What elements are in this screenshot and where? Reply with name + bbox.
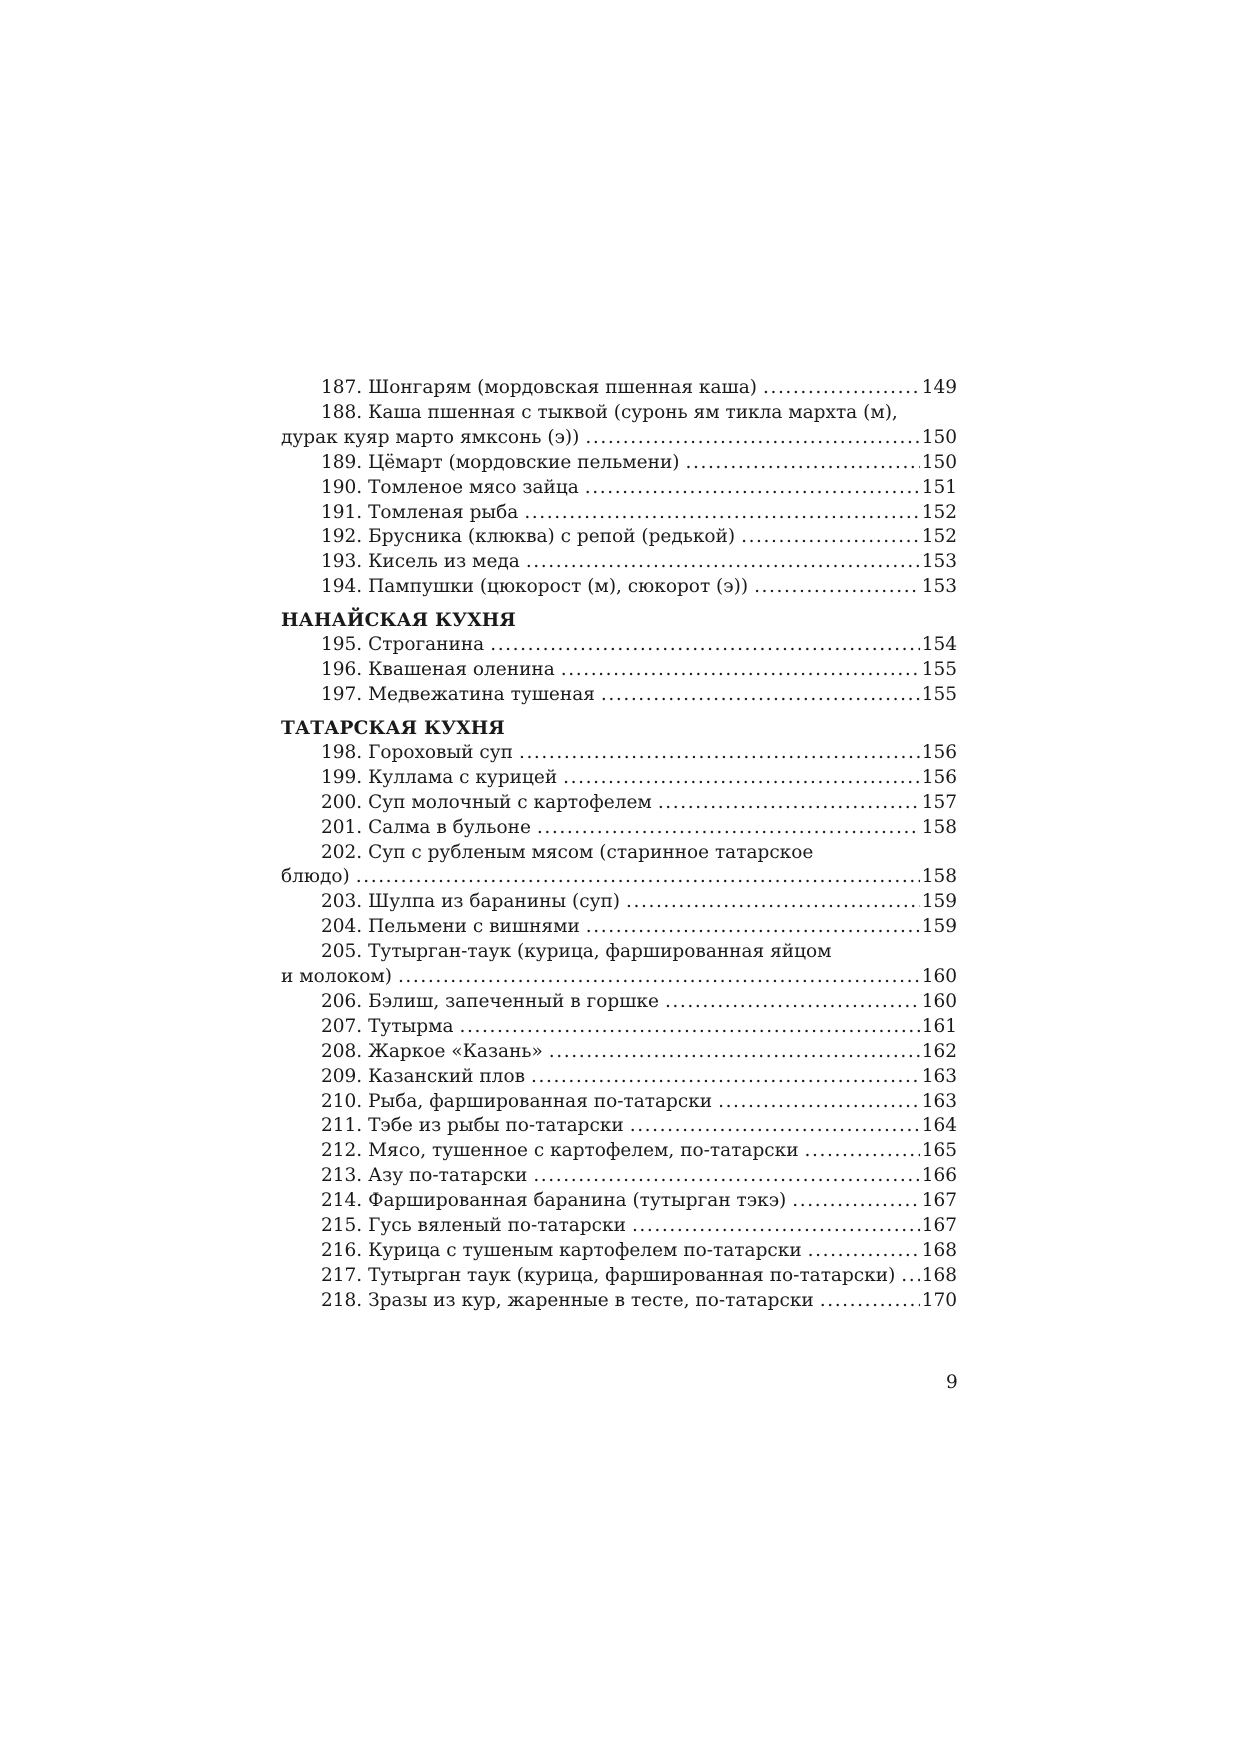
entry-number: 191. <box>321 501 363 523</box>
toc-entry <box>281 990 957 1015</box>
section-heading: НАНАЙСКАЯ КУХНЯ <box>281 610 516 632</box>
dot-leader <box>549 1040 920 1065</box>
dot-leader <box>820 1289 920 1314</box>
entry-title <box>321 451 680 476</box>
entry-title <box>321 1065 525 1090</box>
toc-entry <box>281 401 957 451</box>
entry-page-number: 156 <box>921 741 957 763</box>
toc-entry-row <box>281 865 957 890</box>
toc-entry <box>281 575 957 600</box>
entry-title-text: Пельмени с вишнями <box>368 916 580 938</box>
entry-number: 211. <box>321 1115 363 1137</box>
toc-entry <box>281 1289 957 1314</box>
entry-title <box>321 550 520 575</box>
entry-page-number: 167 <box>921 1215 957 1237</box>
entry-page-number: 159 <box>921 916 957 938</box>
toc-entry <box>281 376 957 401</box>
dot-leader <box>808 1239 920 1264</box>
dot-leader <box>356 865 920 890</box>
entry-title-text: Бэлиш, запеченный в горшке <box>368 990 659 1012</box>
toc-entry <box>281 1214 957 1239</box>
toc-entry-row <box>321 550 957 575</box>
entry-title-text: Зразы из кур, жаренные в тесте, по-татарски <box>368 1289 814 1311</box>
entry-page-number: 154 <box>921 634 957 656</box>
entry-number: 207. <box>321 1015 363 1037</box>
entry-title-text: Мясо, тушенное с картофелем, по-татарски <box>368 1140 799 1162</box>
entry-title <box>321 990 659 1015</box>
entry-title-text: Медвежатина тушеная <box>368 683 595 705</box>
entry-title <box>321 633 484 658</box>
entry-number: 189. <box>321 451 363 473</box>
toc-entry <box>281 476 957 501</box>
dot-leader <box>585 426 919 451</box>
toc-entry <box>281 1114 957 1139</box>
entry-title-line1: Суп с рубленым мясом (старинное татарское <box>368 841 814 863</box>
entry-number: 212. <box>321 1140 363 1162</box>
toc-entry-row <box>321 1239 957 1264</box>
toc-entry-row <box>321 501 957 526</box>
toc-entry-row <box>321 1289 957 1314</box>
entry-title <box>281 965 392 990</box>
dot-leader <box>901 1264 919 1289</box>
entry-title-text: Гороховый суп <box>368 741 513 763</box>
entry-page-number: 155 <box>921 659 957 681</box>
entry-title-text: Суп молочный с картофелем <box>368 791 652 813</box>
entry-title-text: Томленое мясо зайца <box>368 476 579 498</box>
entry-title <box>321 766 557 791</box>
entry-number: 196. <box>321 659 363 681</box>
entry-title-text: Жаркое «Казань» <box>368 1040 543 1062</box>
toc-entry <box>281 633 957 658</box>
dot-leader <box>718 1090 920 1115</box>
entry-number: 203. <box>321 891 363 913</box>
toc-entry-row <box>321 1214 957 1239</box>
toc-entry-row <box>321 890 957 915</box>
dot-leader <box>792 1189 919 1214</box>
entry-page-number: 162 <box>921 1040 957 1062</box>
entry-title <box>321 1114 624 1139</box>
toc-entry <box>281 741 957 766</box>
toc-entry-row <box>321 1164 957 1189</box>
toc-entry-row <box>321 1015 957 1040</box>
entry-title <box>321 1090 712 1115</box>
entry-page-number: 160 <box>921 966 957 988</box>
entry-title-text: Куллама с курицей <box>368 766 558 788</box>
entry-title <box>321 1239 802 1264</box>
entry-page-number: 150 <box>921 451 957 473</box>
entry-page-number: 167 <box>921 1190 957 1212</box>
dot-leader <box>585 476 920 501</box>
entry-page-number: 168 <box>921 1240 957 1261</box>
toc-entry-first-line <box>321 841 957 866</box>
entry-page-number: 158 <box>921 816 957 838</box>
page-number: 9 <box>946 1372 958 1393</box>
toc-entry-row <box>321 1264 957 1289</box>
toc-entry-first-line <box>321 940 957 965</box>
entry-number: 193. <box>321 551 363 573</box>
toc-entry-row <box>321 476 957 501</box>
entry-title <box>321 791 652 816</box>
toc-entry-row <box>321 1189 957 1214</box>
entry-title-text: Салма в бульоне <box>368 816 531 838</box>
entry-title-text: Квашеная оленина <box>368 659 555 681</box>
toc-entry <box>281 1164 957 1189</box>
toc-entry-row <box>321 1139 957 1164</box>
entry-title-text: Курица с тушеным картофелем по-татарски <box>368 1240 802 1261</box>
toc-entry <box>281 1040 957 1065</box>
dot-leader <box>630 1114 920 1139</box>
entry-number: 200. <box>321 791 363 813</box>
entry-number: 210. <box>321 1090 363 1112</box>
dot-leader <box>763 376 920 401</box>
toc-entry-row <box>321 575 957 600</box>
entry-page-number: 160 <box>921 990 957 1012</box>
entry-title <box>321 501 518 526</box>
dot-leader <box>626 890 920 915</box>
dot-leader <box>632 1214 920 1239</box>
entry-title <box>321 890 620 915</box>
entry-number: 204. <box>321 916 363 938</box>
entry-number: 187. <box>321 377 363 398</box>
dot-leader <box>398 965 920 990</box>
dot-leader <box>519 741 920 766</box>
dot-leader <box>805 1139 920 1164</box>
toc-entry <box>281 915 957 940</box>
entry-title <box>321 1040 543 1065</box>
toc-entry-row <box>321 1065 957 1090</box>
entry-title-text: Брусника (клюква) с репой (редькой) <box>368 526 736 548</box>
entry-title <box>321 741 513 766</box>
entry-title <box>321 575 748 600</box>
entry-page-number: 165 <box>921 1140 957 1162</box>
entry-number: 201. <box>321 816 363 838</box>
dot-leader <box>561 658 920 683</box>
entry-number: 208. <box>321 1040 363 1062</box>
entry-page-number: 153 <box>921 551 957 573</box>
toc-entry <box>281 658 957 683</box>
dot-leader <box>533 1164 919 1189</box>
toc-entry-row <box>321 1114 957 1139</box>
entry-title <box>321 658 555 683</box>
entry-page-number: 153 <box>921 576 957 598</box>
entry-title <box>321 1139 799 1164</box>
toc-entry <box>281 766 957 791</box>
entry-number: 218. <box>321 1289 363 1311</box>
entry-title <box>321 683 595 708</box>
toc-entry <box>281 451 957 476</box>
toc-entry <box>281 1065 957 1090</box>
entry-page-number: 149 <box>921 377 957 398</box>
entry-title <box>281 426 579 451</box>
entry-title-text: Азу по-татарски <box>368 1165 528 1187</box>
dot-leader <box>741 525 920 550</box>
entry-page-number: 158 <box>921 866 957 888</box>
entry-title-line1: Тутырган-таук (курица, фаршированная яйцом <box>368 941 832 963</box>
entry-title-text: Казанский плов <box>368 1065 525 1087</box>
toc-entry <box>281 1139 957 1164</box>
toc-entry <box>281 791 957 816</box>
entry-number: 192. <box>321 526 363 548</box>
toc-entry-row <box>321 525 957 550</box>
entry-title-text: блюдо) <box>281 866 350 888</box>
entry-page-number: 151 <box>921 476 957 498</box>
entry-page-number: 163 <box>921 1065 957 1087</box>
entry-title-text: Тэбе из рыбы по-татарски <box>368 1115 624 1137</box>
entry-title <box>321 525 735 550</box>
entry-title-text: Тутырма <box>368 1015 454 1037</box>
toc-entry-row <box>321 791 957 816</box>
entry-title-text: Гусь вяленый по-татарски <box>368 1215 626 1237</box>
entry-number: 209. <box>321 1065 363 1087</box>
entry-page-number: 157 <box>921 791 957 813</box>
entry-title <box>321 476 579 501</box>
dot-leader <box>526 550 920 575</box>
entry-title-text: Тутырган таук (курица, фаршированная по-татарски) <box>368 1264 896 1286</box>
toc-entry <box>281 841 957 891</box>
entry-number: 205. <box>321 941 363 963</box>
dot-leader <box>537 816 920 841</box>
toc-entry-row <box>321 741 957 766</box>
entry-page-number: 152 <box>921 501 957 523</box>
entry-title-text: Фаршированная баранина (тутырган тэкэ) <box>368 1190 787 1212</box>
entry-title-text: Пампушки (цюкорост (м), сюкорот (э)) <box>368 576 749 598</box>
entry-page-number: 156 <box>921 766 957 788</box>
entry-number: 214. <box>321 1190 363 1212</box>
toc-entry <box>281 940 957 990</box>
entry-title <box>321 816 531 841</box>
section-heading: ТАТАРСКАЯ КУХНЯ <box>281 717 505 739</box>
toc-entry <box>281 1015 957 1040</box>
entry-page-number: 168 <box>921 1264 957 1286</box>
toc-entry <box>281 683 957 708</box>
toc-entry <box>281 816 957 841</box>
toc-entry-row <box>321 451 957 476</box>
dot-leader <box>665 990 920 1015</box>
dot-leader <box>754 575 920 600</box>
entry-number: 195. <box>321 634 363 656</box>
toc-entry-row <box>321 816 957 841</box>
entry-page-number: 170 <box>921 1289 957 1311</box>
dot-leader <box>586 915 920 940</box>
dot-leader <box>490 633 919 658</box>
toc-entry-row <box>321 990 957 1015</box>
entry-title <box>321 1164 527 1189</box>
entry-title-text: Рыба, фаршированная по-татарски <box>368 1090 713 1112</box>
entry-title <box>281 865 350 890</box>
entry-page-number: 164 <box>921 1115 957 1137</box>
toc-entry <box>281 1239 957 1264</box>
entry-title-text: дурак куяр марто ямксонь (э)) <box>281 426 580 448</box>
entry-title <box>321 376 757 401</box>
entry-page-number: 155 <box>921 683 957 705</box>
toc-entry-row <box>321 658 957 683</box>
toc-entry <box>281 525 957 550</box>
entry-title <box>321 1264 895 1289</box>
toc-entry-row <box>321 1040 957 1065</box>
dot-leader <box>531 1065 920 1090</box>
entry-number: 202. <box>321 841 363 863</box>
entry-number: 215. <box>321 1215 363 1237</box>
entry-title <box>321 1189 786 1214</box>
entry-title-text: Цёмарт (мордовские пельмени) <box>368 451 680 473</box>
toc-entry-first-line <box>321 401 957 426</box>
entry-number: 217. <box>321 1264 363 1286</box>
entry-number: 206. <box>321 990 363 1012</box>
dot-leader <box>524 501 919 526</box>
toc-entry <box>281 890 957 915</box>
entry-title-text: Кисель из меда <box>368 551 520 573</box>
entry-title-text: Шонгарям (мордовская пшенная каша) <box>368 377 757 398</box>
entry-title-text: Строганина <box>368 634 485 656</box>
toc-entry-row <box>281 965 957 990</box>
entry-number: 199. <box>321 766 363 788</box>
entry-page-number: 150 <box>921 426 957 448</box>
entry-number: 213. <box>321 1165 363 1187</box>
entry-number: 197. <box>321 683 363 705</box>
entry-number: 188. <box>321 401 363 423</box>
entry-title <box>321 1015 454 1040</box>
dot-leader <box>601 683 920 708</box>
entry-title <box>321 1214 626 1239</box>
dot-leader <box>686 451 920 476</box>
toc-entry <box>281 1090 957 1115</box>
toc-entry-row <box>321 633 957 658</box>
entry-title-line1: Каша пшенная с тыквой (суронь ям тикла мархта (м), <box>368 401 898 423</box>
entry-number: 190. <box>321 476 363 498</box>
entry-title-text: Томленая рыба <box>368 501 519 523</box>
toc-entry-row <box>321 683 957 708</box>
dot-leader <box>460 1015 920 1040</box>
entry-page-number: 159 <box>921 891 957 913</box>
toc-entry-row <box>321 766 957 791</box>
entry-page-number: 163 <box>921 1090 957 1112</box>
toc-entry-row <box>321 376 957 401</box>
entry-number: 194. <box>321 576 363 598</box>
entry-page-number: 161 <box>921 1015 957 1037</box>
table-of-contents <box>281 376 957 1314</box>
toc-entry <box>281 1189 957 1214</box>
entry-title-text: и молоком) <box>281 966 392 988</box>
entry-title <box>321 915 580 940</box>
entry-number: 216. <box>321 1240 363 1261</box>
toc-entry <box>281 501 957 526</box>
toc-entry <box>281 1264 957 1289</box>
entry-title-text: Шулпа из баранины (суп) <box>368 891 621 913</box>
toc-entry-row <box>321 1090 957 1115</box>
dot-leader <box>563 766 920 791</box>
dot-leader <box>658 791 920 816</box>
entry-page-number: 166 <box>921 1165 957 1187</box>
entry-page-number: 152 <box>921 526 957 548</box>
entry-title <box>321 1289 814 1314</box>
toc-entry-row <box>321 915 957 940</box>
toc-entry <box>281 550 957 575</box>
toc-entry-row <box>281 426 957 451</box>
entry-number: 198. <box>321 741 363 763</box>
